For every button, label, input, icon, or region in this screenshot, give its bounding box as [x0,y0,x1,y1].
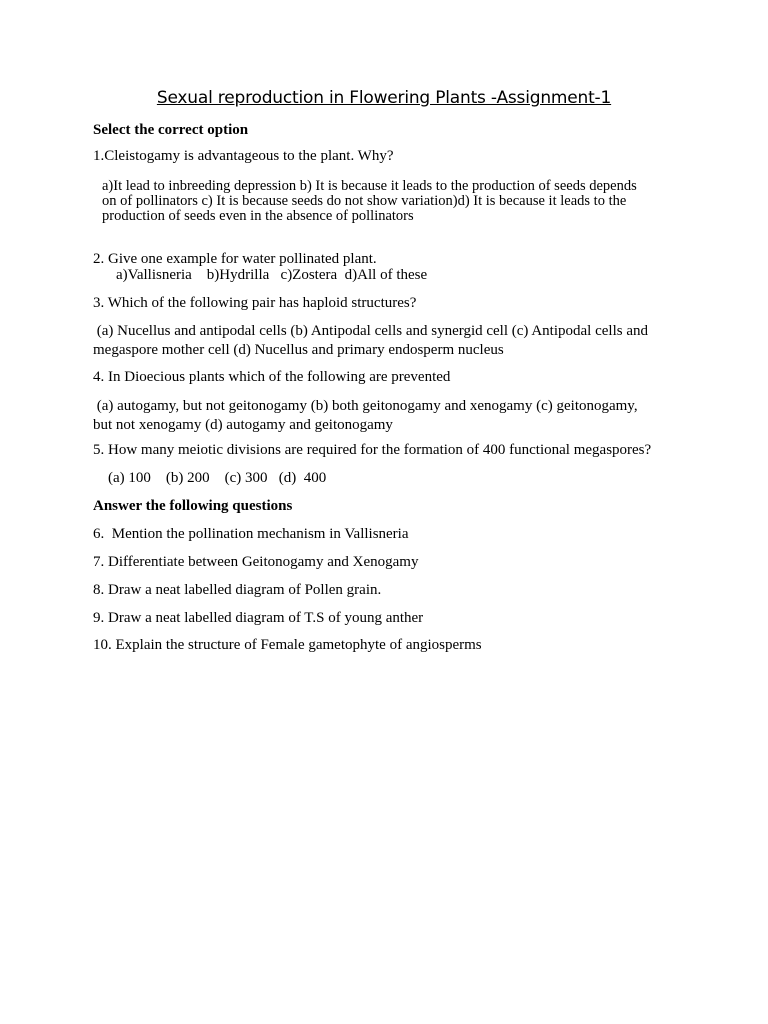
question-9: 9. Draw a neat labelled diagram of T.S of young anther [93,610,424,626]
question-6: 6. Mention the pollination mechanism in Vallisneria [93,526,409,542]
question-8: 8. Draw a neat labelled diagram of Pollen grain. [93,582,382,598]
question-1-options-line-3: production of seeds even in the absence of pollinators [102,208,414,224]
question-1-options [102,179,682,224]
question-5: 5. How many meiotic divisions are required for the formation of 400 functional megaspores? [93,442,652,458]
question-4-options-line-2: but not xenogamy (d) autogamy and geitonogamy [93,416,393,433]
question-1: 1.Cleistogamy is advantageous to the plant. Why? [93,148,394,164]
question-3-options-line-2: megaspore mother cell (d) Nucellus and primary endosperm nucleus [93,341,504,358]
question-10: 10. Explain the structure of Female gametophyte of angiosperms [93,637,482,653]
question-7: 7. Differentiate between Geitonogamy and Xenogamy [93,554,419,570]
question-1-options-line-2: on of pollinators c) It is because seeds do not show variation)d) It is because it leads to the [102,193,627,209]
question-3: 3. Which of the following pair has haploid structures? [93,295,417,311]
question-3-options [93,322,683,359]
question-4: 4. In Dioecious plants which of the following are prevented [93,369,451,385]
section-heading-mcq: Select the correct option [93,122,249,138]
question-5-options: (a) 100 (b) 200 (c) 300 (d) 400 [108,470,327,486]
question-4-options [93,397,683,434]
question-2-options: a)Vallisneria b)Hydrilla c)Zostera d)All of these [116,267,428,283]
document-title: Sexual reproduction in Flowering Plants -Assignment-1 [156,88,612,108]
question-2: 2. Give one example for water pollinated plant. [93,251,377,267]
section-heading-answer: Answer the following questions [93,498,293,514]
question-1-options-line-1: a)It lead to inbreeding depression b) It is because it leads to the production of seeds depends [102,178,637,194]
question-4-options-line-1: (a) autogamy, but not geitonogamy (b) both geitonogamy and xenogamy (c) geitonogamy, [93,398,638,414]
question-3-options-line-1: (a) Nucellus and antipodal cells (b) Antipodal cells and synergid cell (c) Antipodal cells and [93,323,648,339]
